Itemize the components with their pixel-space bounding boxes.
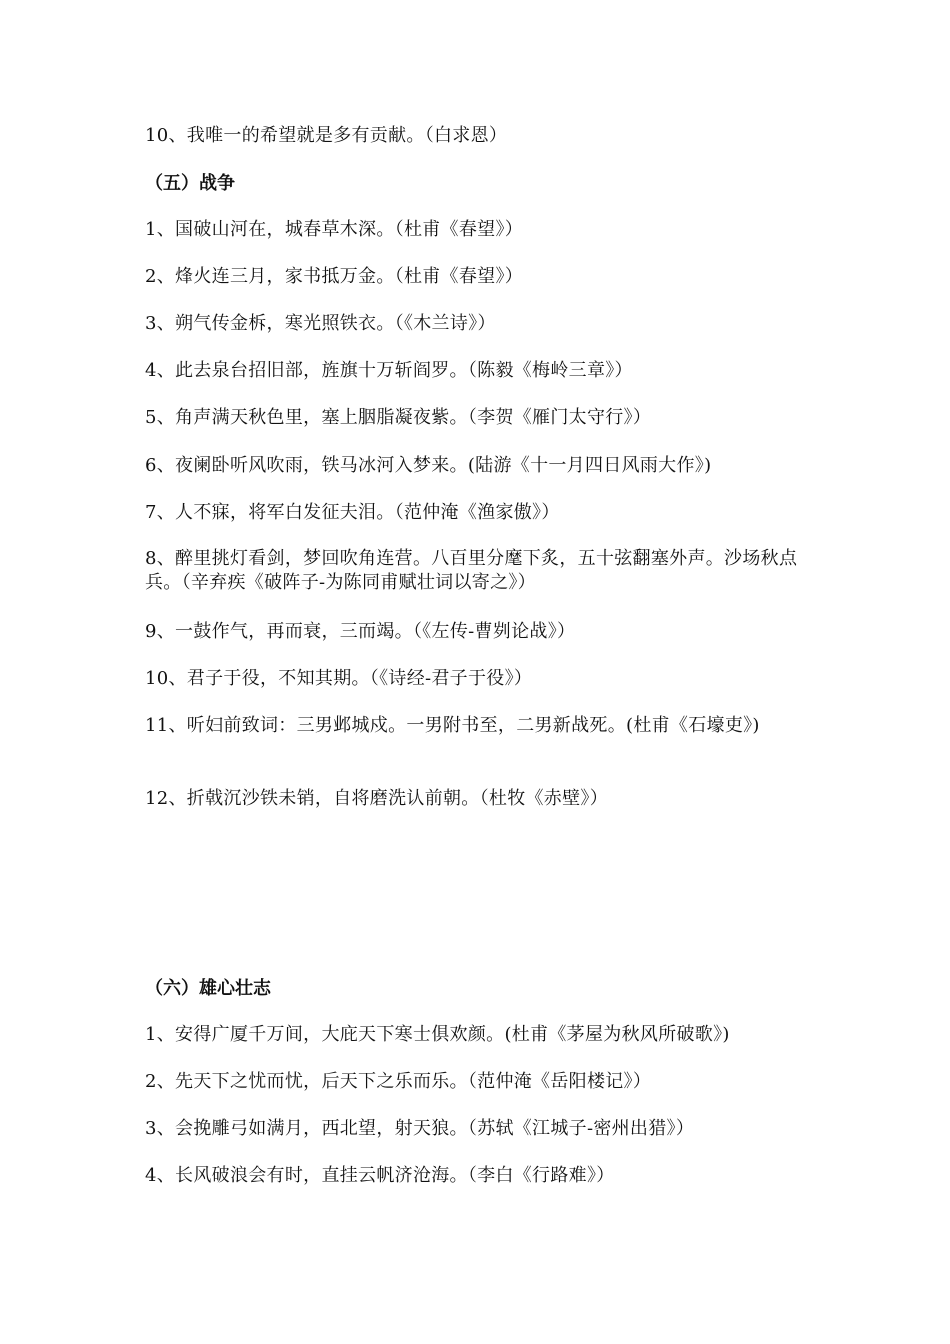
ambition-quote-4: 4、长风破浪会有时，直挂云帆济沧海。（李白《行路难》） — [145, 1165, 615, 1186]
quote-line-top: 10、我唯一的希望就是多有贡献。（白求恩） — [145, 125, 508, 146]
war-quote-8: 8、醉里挑灯看剑，梦回吹角连营。八百里分麾下炙，五十弦翻塞外声。沙场秋点兵。（辛弃疾《破阵子-为陈同甫赋壮词以寄之》） — [145, 548, 798, 593]
war-quote-1: 1、国破山河在，城春草木深。（杜甫《春望》） — [145, 219, 524, 240]
war-quote-11: 11、听妇前致词：三男邺城戍。一男附书至，二男新战死。(杜甫《石壕吏》) — [145, 715, 760, 736]
war-quote-7: 7、人不寐，将军白发征夫泪。（范仲淹《渔家傲》） — [145, 502, 560, 523]
war-quote-10: 10、君子于役，不知其期。（《诗经-君子于役》） — [145, 668, 533, 689]
war-quote-5: 5、角声满天秋色里，塞上胭脂凝夜紫。（李贺《雁门太守行》） — [145, 407, 652, 428]
war-quote-2: 2、烽火连三月，家书抵万金。（杜甫《春望》） — [145, 266, 524, 287]
war-quote-4: 4、此去泉台招旧部，旌旗十万斩阎罗。（陈毅《梅岭三章》） — [145, 360, 633, 381]
war-quote-9: 9、一鼓作气，再而衰，三而竭。（《左传-曹刿论战》） — [145, 621, 576, 642]
ambition-quote-1: 1、安得广厦千万间，大庇天下寒士俱欢颜。(杜甫《茅屋为秋风所破歌》) — [145, 1024, 730, 1045]
war-quote-6: 6、夜阑卧听风吹雨，铁马冰河入梦来。(陆游《十一月四日风雨大作》) — [145, 455, 712, 476]
ambition-quote-3: 3、会挽雕弓如满月，西北望，射天狼。（苏轼《江城子-密州出猎》） — [145, 1118, 695, 1139]
war-quote-3: 3、朔气传金柝，寒光照铁衣。（《木兰诗》） — [145, 313, 496, 334]
ambition-quote-2: 2、先天下之忧而忧，后天下之乐而乐。（范仲淹《岳阳楼记》） — [145, 1071, 652, 1092]
section-heading-ambition: （六）雄心壮志 — [145, 978, 271, 999]
war-quote-12: 12、折戟沉沙铁未销，自将磨洗认前朝。（杜牧《赤壁》） — [145, 788, 609, 809]
section-heading-war: （五）战争 — [145, 173, 235, 194]
